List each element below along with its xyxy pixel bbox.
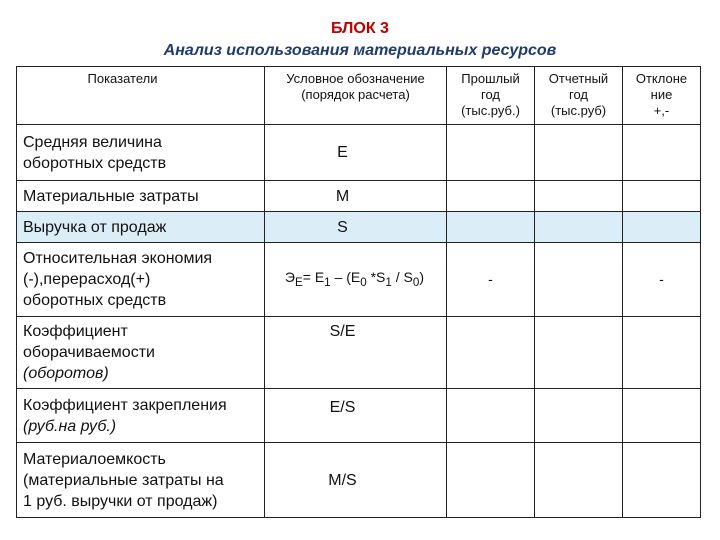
row-label: Материалоемкость (материальные затраты на 1 руб. выручки от продаж) (17, 443, 265, 518)
row-dev-cell (623, 443, 701, 518)
row-formula: $Э_E= E_1 - (E_0$ $*S_1 / S_0$) (265, 243, 447, 317)
header-deviation: Отклоне ние +,- (623, 67, 701, 125)
table-row (17, 389, 701, 443)
row-dev-cell (623, 212, 701, 243)
table-row (17, 125, 701, 181)
row-curr-cell (535, 125, 623, 181)
row-prev-cell (447, 389, 535, 443)
row-symbol: S (265, 212, 447, 243)
row-curr-cell (535, 243, 623, 317)
row-symbol: M/S (265, 443, 447, 518)
row-symbol: S/E (265, 317, 447, 389)
row-dev-cell (623, 317, 701, 389)
row-prev-cell (447, 125, 535, 181)
table-row (17, 317, 701, 389)
row-curr-cell (535, 389, 623, 443)
row-symbol: E (265, 125, 447, 181)
row-label: Относительная экономия (-),перерасход(+) оборотных средств (17, 243, 265, 317)
row-label: Коэффициент оборачиваемости (оборотов) (17, 317, 265, 389)
header-prev-year: Прошлый год (тыс.руб.) (447, 67, 535, 125)
header-symbol: Условное обозначение (порядок расчета) (265, 67, 447, 125)
row-label: Выручка от продаж (17, 212, 265, 243)
row-prev-cell (447, 212, 535, 243)
block-title: БЛОК 3 (331, 20, 389, 37)
row-label: Средняя величина оборотных средств (17, 125, 265, 181)
row-curr-cell (535, 212, 623, 243)
row-dev-cell (623, 181, 701, 212)
row-curr-cell (535, 443, 623, 518)
table-row (17, 212, 701, 243)
row-prev-cell (447, 317, 535, 389)
header-current-year: Отчетный год (тыс.руб) (535, 67, 623, 125)
materials-analysis-table (16, 66, 701, 518)
header-indicator: Показатели (17, 67, 265, 125)
row-symbol: E/S (265, 389, 447, 443)
row-label: Коэффициент закрепления (руб.на руб.) (17, 389, 265, 443)
table-row (17, 243, 701, 317)
table-row (17, 181, 701, 212)
block-subtitle: Анализ использования материальных ресурсов (163, 42, 557, 59)
row-curr-cell (535, 317, 623, 389)
row-dev-cell (623, 125, 701, 181)
row-prev-cell (447, 443, 535, 518)
row-symbol: M (265, 181, 447, 212)
row-prev-cell (447, 181, 535, 212)
table-row (17, 443, 701, 518)
row-prev-cell: - (447, 243, 535, 317)
row-dev-cell: - (623, 243, 701, 317)
row-curr-cell (535, 181, 623, 212)
row-label: Материальные затраты (17, 181, 265, 212)
row-dev-cell (623, 389, 701, 443)
table-header-row (17, 67, 701, 125)
